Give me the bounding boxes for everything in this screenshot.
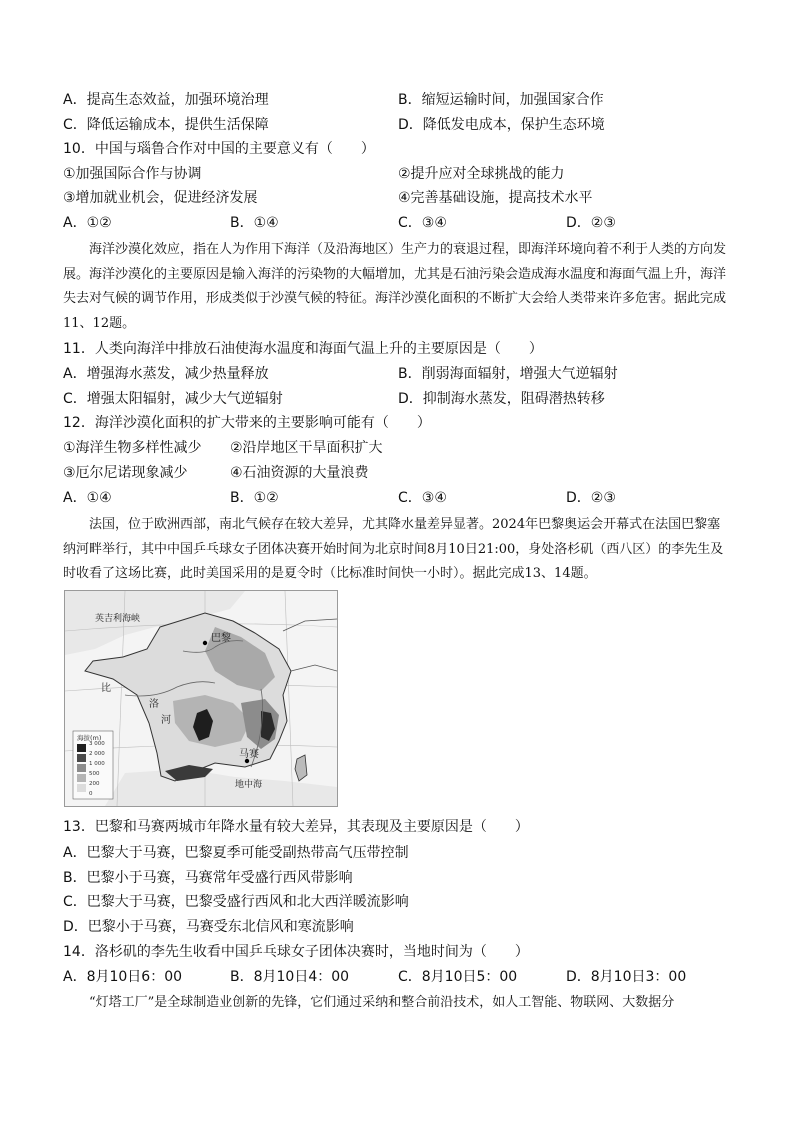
- q10-stem: 10．中国与瑙鲁合作对中国的主要意义有（ ）: [63, 141, 375, 157]
- q10-option-c: C．③④: [398, 215, 447, 231]
- q12-item-2: ②沿岸地区干旱面积扩大: [230, 440, 383, 456]
- label-marseille: 马赛: [239, 749, 259, 760]
- label-english-channel: 英吉利海峡: [95, 614, 141, 624]
- label-mediterranean: 地中海: [235, 780, 263, 790]
- passage-lighthouse-factory: [63, 991, 731, 1016]
- passage-france-olympics: [63, 513, 731, 587]
- legend-value: 0: [89, 791, 93, 797]
- q12-stem: 12．海洋沙漠化面积的扩大带来的主要影响可能有（ ）: [63, 415, 431, 431]
- q13-option-b: B．巴黎小于马赛，马赛常年受盛行西风带影响: [63, 870, 353, 886]
- q11-stem: 11．人类向海洋中排放石油使海水温度和海面气温上升的主要原因是（ ）: [63, 341, 543, 357]
- passage-1-text: 海洋沙漠化效应，指在人为作用下海洋（及沿海地区）生产力的衰退过程，即海洋环境向着不利于人类的方向发展。海洋沙漠化的主要原因是输入海洋的污染物的大幅增加，尤其是石油污染会造成海水温度和海面气温上升，海洋失去对气候的调节作用，形成类似于沙漠气候的特征。海洋沙漠化面积的不断扩大会给人类带来许多危害。据此完成11、12题。: [63, 242, 727, 331]
- passage-3-text: “灯塔工厂”是全球制造业创新的先锋，它们通过采纳和整合前沿技术，如人工智能、物联网、大数据分: [89, 995, 675, 1010]
- q13-option-d: D．巴黎小于马赛，马赛受东北信风和寒流影响: [63, 919, 354, 935]
- france-map-figure: [65, 591, 337, 806]
- q12-item-4: ④石油资源的大量浪费: [230, 465, 369, 481]
- q12-option-d: D．②③: [566, 490, 616, 506]
- label-bi: 比: [101, 683, 111, 694]
- q11-option-a: A．增强海水蒸发，减少热量释放: [63, 366, 269, 382]
- q10-option-b: B．①④: [230, 215, 279, 231]
- q9-option-c: C．降低运输成本，提供生活保障: [63, 117, 269, 133]
- q14-option-a: A．8月10日6：00: [63, 969, 183, 985]
- legend-value: 200: [89, 781, 100, 787]
- legend-value: 500: [89, 771, 100, 777]
- q10-option-a: A．①②: [63, 215, 112, 231]
- q10-item-4: ④完善基础设施，提高技术水平: [398, 190, 593, 206]
- q14-stem: 14．洛杉矶的李先生收看中国乒乓球女子团体决赛时，当地时间为（ ）: [63, 944, 529, 960]
- legend-value: 3 000: [89, 741, 105, 747]
- q10-item-1: ①加强国际合作与协调: [63, 166, 202, 182]
- label-luo: 洛: [149, 699, 159, 710]
- q11-option-c: C．增强太阳辐射，减少大气逆辐射: [63, 391, 283, 407]
- q10-item-3: ③增加就业机会，促进经济发展: [63, 190, 258, 206]
- q10-item-2: ②提升应对全球挑战的能力: [398, 166, 565, 182]
- q12-option-b: B．①②: [230, 490, 279, 506]
- passage-2-text: 法国，位于欧洲西部，南北气候存在较大差异，尤其降水量差异显著。2024年巴黎奥运会开幕式在法国巴黎塞纳河畔举行，其中中国乒乓球女子团体决赛开始时间为北京时间8月10日21:00，身处洛杉矶（西八区）的李先生及时收看了这场比赛，此时美国采用的是夏令时（比标准时间快一小时）。据此完成13、14题。: [63, 517, 724, 581]
- q9-option-a: A．提高生态效益，加强环境治理: [63, 92, 269, 108]
- legend-title: 海拔(m): [77, 734, 102, 742]
- q12-option-a: A．①④: [63, 490, 112, 506]
- q13-option-a: A．巴黎大于马赛，巴黎夏季可能受副热带高气压带控制: [63, 845, 409, 861]
- q14-option-d: D．8月10日3：00: [566, 969, 687, 985]
- q9-option-b: B．缩短运输时间，加强国家合作: [398, 92, 604, 108]
- q14-option-b: B．8月10日4：00: [230, 969, 350, 985]
- q13-option-c: C．巴黎大于马赛，巴黎受盛行西风和北大西洋暖流影响: [63, 894, 409, 910]
- q10-option-d: D．②③: [566, 215, 616, 231]
- label-paris: 巴黎: [211, 633, 231, 644]
- q12-item-3: ③厄尔尼诺现象减少: [63, 465, 188, 481]
- label-he: 河: [161, 715, 171, 726]
- q12-item-1: ①海洋生物多样性减少: [63, 440, 202, 456]
- q11-option-d: D．抑制海水蒸发，阻碍潜热转移: [398, 391, 605, 407]
- legend-value: 2 000: [89, 751, 105, 757]
- q13-stem: 13．巴黎和马赛两城市年降水量有较大差异，其表现及主要原因是（ ）: [63, 819, 529, 835]
- q12-option-c: C．③④: [398, 490, 447, 506]
- q14-option-c: C．8月10日5：00: [398, 969, 518, 985]
- q11-option-b: B．削弱海面辐射，增强大气逆辐射: [398, 366, 618, 382]
- passage-ocean-desertification: [63, 238, 731, 336]
- legend-value: 1 000: [89, 761, 105, 767]
- elevation-legend: [73, 731, 113, 799]
- q9-option-d: D．降低发电成本，保护生态环境: [398, 117, 605, 133]
- france-terrain-map: [64, 590, 338, 807]
